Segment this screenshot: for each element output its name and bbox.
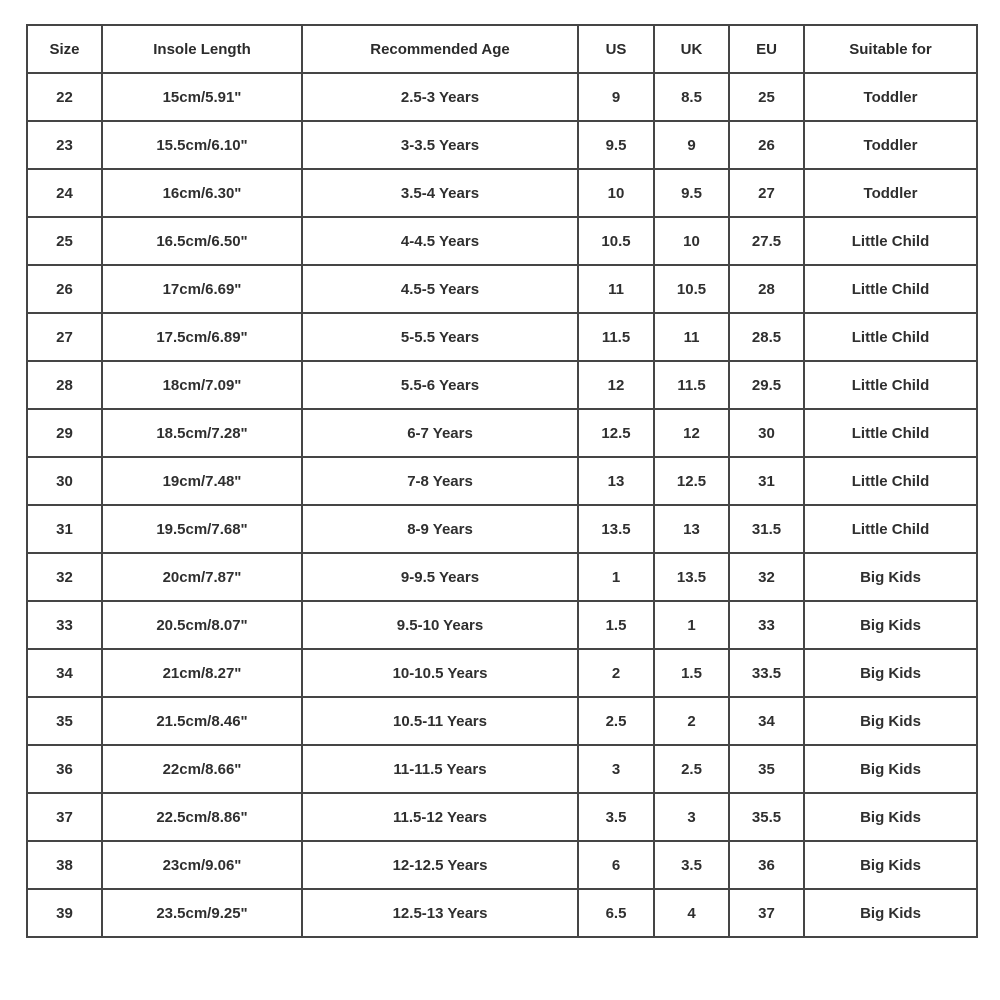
table-row — [27, 505, 977, 553]
cell-suitable-for: Big Kids — [804, 793, 977, 841]
cell-insole-length: 22.5cm/8.86" — [102, 793, 302, 841]
cell-recommended-age: 2.5-3 Years — [302, 73, 578, 121]
table-row — [27, 793, 977, 841]
table-row — [27, 553, 977, 601]
cell-us: 3 — [578, 745, 654, 793]
header-cell-recommended-age: Recommended Age — [302, 25, 578, 73]
cell-suitable-for: Toddler — [804, 73, 977, 121]
cell-size: 29 — [27, 409, 102, 457]
cell-insole-length: 18cm/7.09" — [102, 361, 302, 409]
cell-size: 34 — [27, 649, 102, 697]
cell-size: 31 — [27, 505, 102, 553]
header-cell-suitable-for: Suitable for — [804, 25, 977, 73]
cell-insole-length: 15.5cm/6.10" — [102, 121, 302, 169]
cell-recommended-age: 3-3.5 Years — [302, 121, 578, 169]
cell-suitable-for: Little Child — [804, 505, 977, 553]
header-row — [27, 25, 977, 73]
cell-insole-length: 22cm/8.66" — [102, 745, 302, 793]
cell-eu: 36 — [729, 841, 804, 889]
cell-size: 23 — [27, 121, 102, 169]
cell-suitable-for: Little Child — [804, 457, 977, 505]
cell-us: 10.5 — [578, 217, 654, 265]
cell-suitable-for: Big Kids — [804, 649, 977, 697]
cell-size: 22 — [27, 73, 102, 121]
cell-uk: 9 — [654, 121, 729, 169]
cell-recommended-age: 5.5-6 Years — [302, 361, 578, 409]
cell-insole-length: 19.5cm/7.68" — [102, 505, 302, 553]
header-cell-us: US — [578, 25, 654, 73]
cell-insole-length: 16cm/6.30" — [102, 169, 302, 217]
cell-eu: 27 — [729, 169, 804, 217]
cell-recommended-age: 5-5.5 Years — [302, 313, 578, 361]
cell-us: 13 — [578, 457, 654, 505]
cell-insole-length: 23.5cm/9.25" — [102, 889, 302, 937]
table-row — [27, 745, 977, 793]
cell-eu: 30 — [729, 409, 804, 457]
cell-recommended-age: 9-9.5 Years — [302, 553, 578, 601]
cell-us: 6 — [578, 841, 654, 889]
table-row — [27, 313, 977, 361]
cell-eu: 33.5 — [729, 649, 804, 697]
cell-us: 9 — [578, 73, 654, 121]
cell-us: 1 — [578, 553, 654, 601]
cell-uk: 9.5 — [654, 169, 729, 217]
table-row — [27, 265, 977, 313]
table-row — [27, 889, 977, 937]
cell-size: 26 — [27, 265, 102, 313]
cell-recommended-age: 3.5-4 Years — [302, 169, 578, 217]
cell-uk: 1 — [654, 601, 729, 649]
cell-recommended-age: 12.5-13 Years — [302, 889, 578, 937]
cell-insole-length: 21.5cm/8.46" — [102, 697, 302, 745]
table-row — [27, 697, 977, 745]
cell-insole-length: 15cm/5.91" — [102, 73, 302, 121]
cell-size: 28 — [27, 361, 102, 409]
cell-suitable-for: Little Child — [804, 217, 977, 265]
cell-suitable-for: Toddler — [804, 169, 977, 217]
table-row — [27, 601, 977, 649]
cell-uk: 3 — [654, 793, 729, 841]
header-cell-eu: EU — [729, 25, 804, 73]
cell-eu: 27.5 — [729, 217, 804, 265]
cell-us: 2.5 — [578, 697, 654, 745]
cell-insole-length: 19cm/7.48" — [102, 457, 302, 505]
cell-size: 35 — [27, 697, 102, 745]
size-chart-table — [26, 24, 978, 938]
table-row — [27, 361, 977, 409]
cell-eu: 31.5 — [729, 505, 804, 553]
cell-suitable-for: Little Child — [804, 313, 977, 361]
cell-uk: 4 — [654, 889, 729, 937]
cell-recommended-age: 8-9 Years — [302, 505, 578, 553]
header-cell-insole-length: Insole Length — [102, 25, 302, 73]
cell-insole-length: 20cm/7.87" — [102, 553, 302, 601]
cell-size: 30 — [27, 457, 102, 505]
cell-uk: 1.5 — [654, 649, 729, 697]
cell-us: 2 — [578, 649, 654, 697]
cell-us: 13.5 — [578, 505, 654, 553]
cell-recommended-age: 6-7 Years — [302, 409, 578, 457]
cell-us: 11.5 — [578, 313, 654, 361]
cell-us: 9.5 — [578, 121, 654, 169]
cell-eu: 28.5 — [729, 313, 804, 361]
table-row — [27, 217, 977, 265]
cell-recommended-age: 12-12.5 Years — [302, 841, 578, 889]
cell-uk: 2 — [654, 697, 729, 745]
cell-eu: 37 — [729, 889, 804, 937]
cell-size: 33 — [27, 601, 102, 649]
cell-suitable-for: Toddler — [804, 121, 977, 169]
cell-uk: 10.5 — [654, 265, 729, 313]
cell-insole-length: 20.5cm/8.07" — [102, 601, 302, 649]
cell-us: 3.5 — [578, 793, 654, 841]
cell-size: 38 — [27, 841, 102, 889]
cell-uk: 12 — [654, 409, 729, 457]
cell-suitable-for: Big Kids — [804, 889, 977, 937]
cell-uk: 10 — [654, 217, 729, 265]
cell-insole-length: 18.5cm/7.28" — [102, 409, 302, 457]
cell-size: 37 — [27, 793, 102, 841]
cell-uk: 11.5 — [654, 361, 729, 409]
cell-suitable-for: Little Child — [804, 265, 977, 313]
cell-recommended-age: 4.5-5 Years — [302, 265, 578, 313]
cell-suitable-for: Little Child — [804, 409, 977, 457]
cell-size: 39 — [27, 889, 102, 937]
cell-uk: 11 — [654, 313, 729, 361]
cell-eu: 29.5 — [729, 361, 804, 409]
cell-insole-length: 23cm/9.06" — [102, 841, 302, 889]
cell-eu: 28 — [729, 265, 804, 313]
cell-uk: 8.5 — [654, 73, 729, 121]
cell-recommended-age: 11.5-12 Years — [302, 793, 578, 841]
cell-recommended-age: 9.5-10 Years — [302, 601, 578, 649]
table-row — [27, 841, 977, 889]
cell-uk: 12.5 — [654, 457, 729, 505]
cell-size: 27 — [27, 313, 102, 361]
cell-us: 12 — [578, 361, 654, 409]
table-row — [27, 73, 977, 121]
cell-eu: 35 — [729, 745, 804, 793]
cell-suitable-for: Big Kids — [804, 841, 977, 889]
cell-recommended-age: 10.5-11 Years — [302, 697, 578, 745]
cell-suitable-for: Big Kids — [804, 745, 977, 793]
cell-eu: 33 — [729, 601, 804, 649]
cell-us: 10 — [578, 169, 654, 217]
cell-insole-length: 16.5cm/6.50" — [102, 217, 302, 265]
header-cell-size: Size — [27, 25, 102, 73]
cell-recommended-age: 7-8 Years — [302, 457, 578, 505]
table-row — [27, 169, 977, 217]
table-row — [27, 409, 977, 457]
cell-uk: 13.5 — [654, 553, 729, 601]
cell-recommended-age: 11-11.5 Years — [302, 745, 578, 793]
cell-uk: 2.5 — [654, 745, 729, 793]
cell-insole-length: 17.5cm/6.89" — [102, 313, 302, 361]
cell-us: 12.5 — [578, 409, 654, 457]
table-row — [27, 121, 977, 169]
cell-insole-length: 21cm/8.27" — [102, 649, 302, 697]
cell-suitable-for: Big Kids — [804, 697, 977, 745]
cell-size: 25 — [27, 217, 102, 265]
table-row — [27, 649, 977, 697]
cell-suitable-for: Big Kids — [804, 601, 977, 649]
cell-size: 32 — [27, 553, 102, 601]
cell-eu: 35.5 — [729, 793, 804, 841]
cell-suitable-for: Big Kids — [804, 553, 977, 601]
cell-uk: 3.5 — [654, 841, 729, 889]
cell-us: 6.5 — [578, 889, 654, 937]
cell-eu: 31 — [729, 457, 804, 505]
cell-eu: 34 — [729, 697, 804, 745]
cell-suitable-for: Little Child — [804, 361, 977, 409]
cell-eu: 32 — [729, 553, 804, 601]
cell-eu: 26 — [729, 121, 804, 169]
cell-eu: 25 — [729, 73, 804, 121]
cell-recommended-age: 10-10.5 Years — [302, 649, 578, 697]
cell-recommended-age: 4-4.5 Years — [302, 217, 578, 265]
cell-us: 1.5 — [578, 601, 654, 649]
cell-insole-length: 17cm/6.69" — [102, 265, 302, 313]
cell-size: 36 — [27, 745, 102, 793]
cell-size: 24 — [27, 169, 102, 217]
cell-uk: 13 — [654, 505, 729, 553]
size-chart-container — [26, 24, 976, 938]
header-cell-uk: UK — [654, 25, 729, 73]
table-row — [27, 457, 977, 505]
cell-us: 11 — [578, 265, 654, 313]
